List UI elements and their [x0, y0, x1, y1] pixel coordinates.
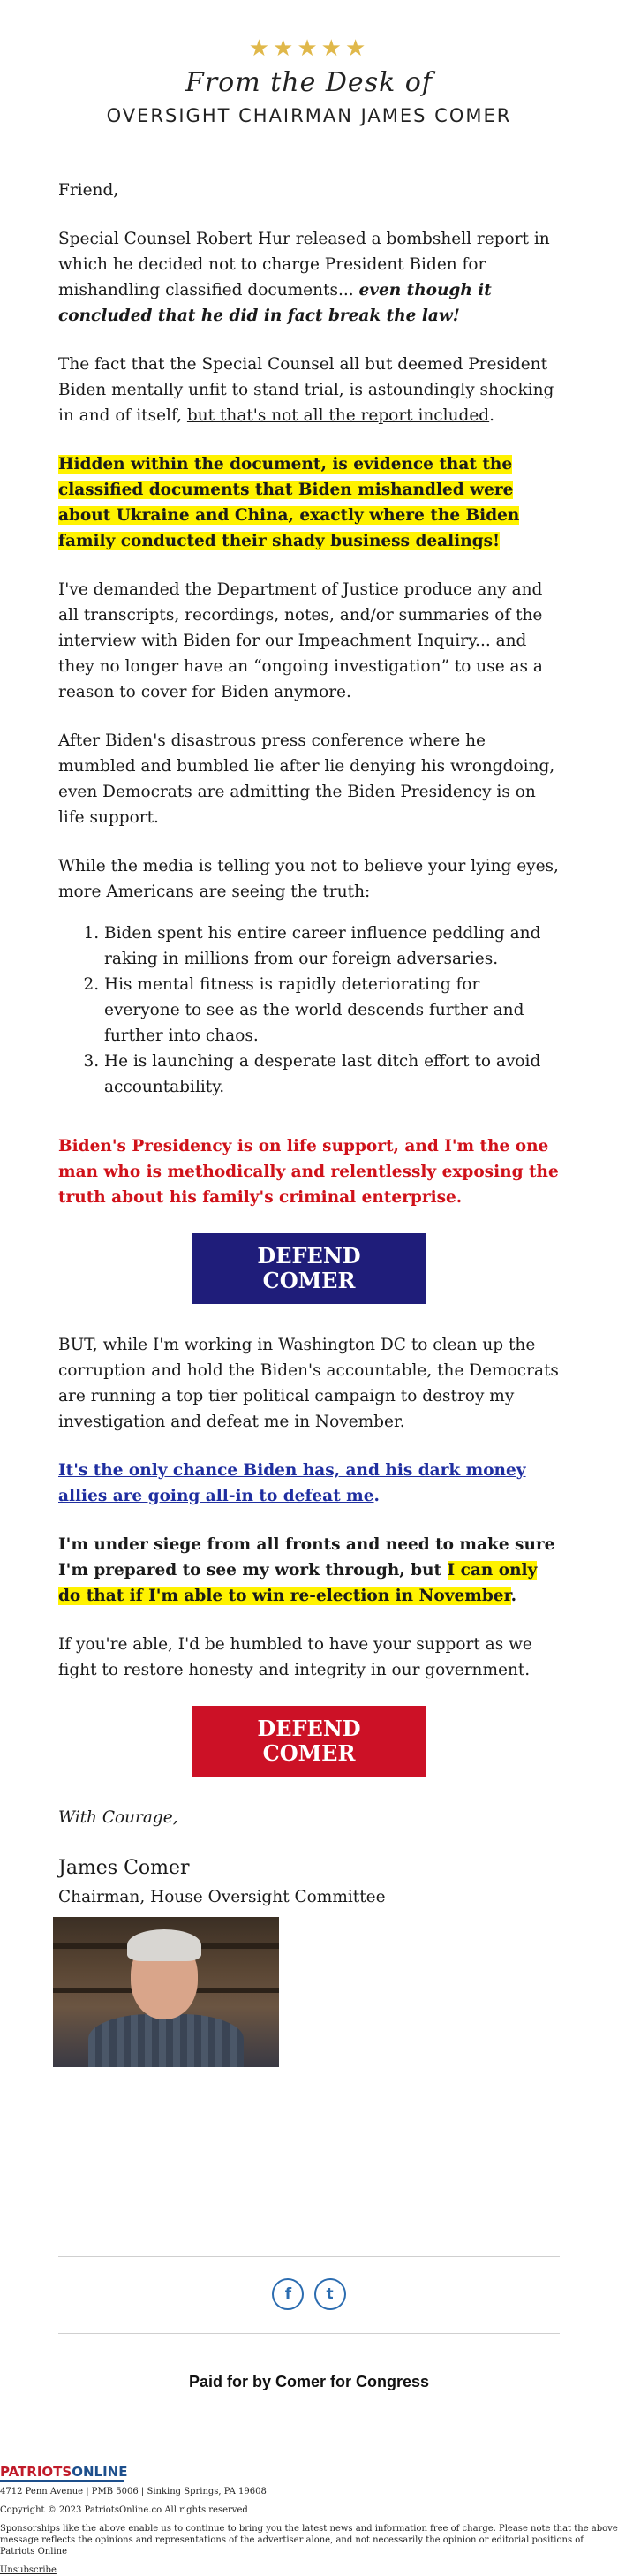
- twitter-icon[interactable]: t: [314, 2278, 346, 2310]
- paragraph-2-underline: but that's not all the report included: [186, 406, 490, 425]
- button-container: [58, 1233, 560, 1304]
- paragraph-1-emphasis: even though it concluded that he did in fact break the law!: [58, 281, 492, 325]
- paragraph-10-highlight: I can only do that if I'm able to win re-election in November: [58, 1561, 538, 1605]
- sign-off: With Courage,: [58, 1808, 178, 1827]
- letter-body: [0, 178, 618, 2067]
- spacer: [0, 2067, 618, 2256]
- paragraph-2: [58, 352, 560, 428]
- star-rating-icon: ★★★★★: [248, 35, 370, 62]
- defend-comer-button[interactable]: DEFEND COMER: [192, 1233, 426, 1304]
- spacer: [0, 2391, 618, 2464]
- logo-underline: [0, 2480, 124, 2482]
- paragraph-1: [58, 226, 560, 329]
- paragraph-9: [58, 1458, 560, 1509]
- paragraph-2-text: The fact that the Special Counsel all but deemed President Biden mentally unfit to stand trial, is astoundingly shocking in and of itself,: [58, 355, 554, 425]
- dark-money-link[interactable]: It's the only chance Biden has, and his dark money allies are going all-in to defeat me: [58, 1461, 526, 1505]
- list-item: 1. Biden spent his entire career influence peddling and raking in millions from our foreign adversaries.: [104, 921, 560, 972]
- desk-of-line: From the Desk of: [185, 67, 433, 98]
- paragraph-2-end: .: [489, 406, 495, 425]
- letterhead: [0, 0, 618, 126]
- address: 4712 Penn Avenue | PMB 5006 | Sinking Springs, PA 19608: [0, 2487, 267, 2496]
- logo-part-1: PATRIOTS: [0, 2464, 72, 2480]
- paragraph-4: I've demanded the Department of Justice produce any and all transcripts, recordings, notes, and/or summaries of the interview with Biden for our Impeachment Inquiry... and they no longer have an “ongoing investigation” to use as a reason to cover for Biden anymore.: [58, 580, 543, 701]
- greeting: Friend,: [58, 181, 119, 200]
- list-item: 2. His mental fitness is rapidly deteriorating for everyone to see as the world descends further and further into chaos.: [104, 972, 560, 1049]
- defend-comer-button-2[interactable]: DEFEND COMER: [192, 1706, 426, 1777]
- list-item: 3. He is launching a desperate last ditch effort to avoid accountability.: [104, 1049, 560, 1100]
- truth-list: [58, 921, 560, 1100]
- button-container: [58, 1706, 560, 1777]
- patriots-online-logo: [0, 2464, 618, 2480]
- unsubscribe-link[interactable]: Unsubscribe: [0, 2565, 57, 2575]
- portrait-shirt: [88, 2014, 244, 2067]
- paragraph-8: BUT, while I'm working in Washington DC to clean up the corruption and hold the Biden's accountable, the Democrats are running a top tier political campaign to destroy my investigation and defeat me in November.: [58, 1336, 559, 1431]
- sponsorship-disclaimer: Sponsorships like the above enable us to continue to bring you the latest news and information free of charge. Please note that the above message reflects the opinions and representations of the advertiser alone, and not necessarily the opinion or editorial positions of Patriots Online: [0, 2524, 618, 2557]
- copyright: Copyright © 2023 PatriotsOnline.co All rights reserved: [0, 2505, 248, 2515]
- facebook-icon[interactable]: f: [272, 2278, 304, 2310]
- signer-title: Chairman, House Oversight Committee: [58, 1888, 386, 1906]
- social-links: [0, 2257, 618, 2333]
- paragraph-10-end: .: [510, 1587, 517, 1605]
- portrait-photo: [53, 1917, 279, 2067]
- paragraph-1-text: Special Counsel Robert Hur released a bombshell report in which he decided not to charge President Biden for mishandling classified documents...: [58, 230, 550, 299]
- paragraph-10: [58, 1532, 560, 1609]
- paragraph-3: [58, 451, 560, 554]
- highlighted-evidence: Hidden within the document, is evidence that the classified documents that Biden mishandled were about Ukraine and China, exactly where the Biden family conducted their shady business dealings!: [58, 455, 520, 550]
- paragraph-10-text: I'm under siege from all fronts and need to make sure I'm prepared to see my work through, but: [58, 1535, 555, 1580]
- paragraph-9-end: .: [373, 1487, 380, 1505]
- paragraph-6: While the media is telling you not to believe your lying eyes, more Americans are seeing the truth:: [58, 857, 559, 901]
- logo-part-2: ONLINE: [72, 2464, 128, 2480]
- red-callout: Biden's Presidency is on life support, and I'm the one man who is methodically and relentlessly exposing the truth about his family's criminal enterprise.: [58, 1137, 559, 1207]
- signer-name: James Comer: [58, 1857, 190, 1879]
- paragraph-5: After Biden's disastrous press conference where he mumbled and bumbled lie after lie denying his wrongdoing, even Democrats are admitting the Biden Presidency is on life support.: [58, 731, 555, 827]
- spacer: [0, 2334, 618, 2373]
- chairman-line: OVERSIGHT CHAIRMAN JAMES COMER: [106, 105, 512, 126]
- paragraph-11: If you're able, I'd be humbled to have your support as we fight to restore honesty and integrity in our government.: [58, 1635, 532, 1679]
- paid-for-disclaimer: Paid for by Comer for Congress: [188, 2373, 430, 2390]
- publisher-footer: [0, 2464, 618, 2576]
- portrait-hair: [127, 1929, 201, 1961]
